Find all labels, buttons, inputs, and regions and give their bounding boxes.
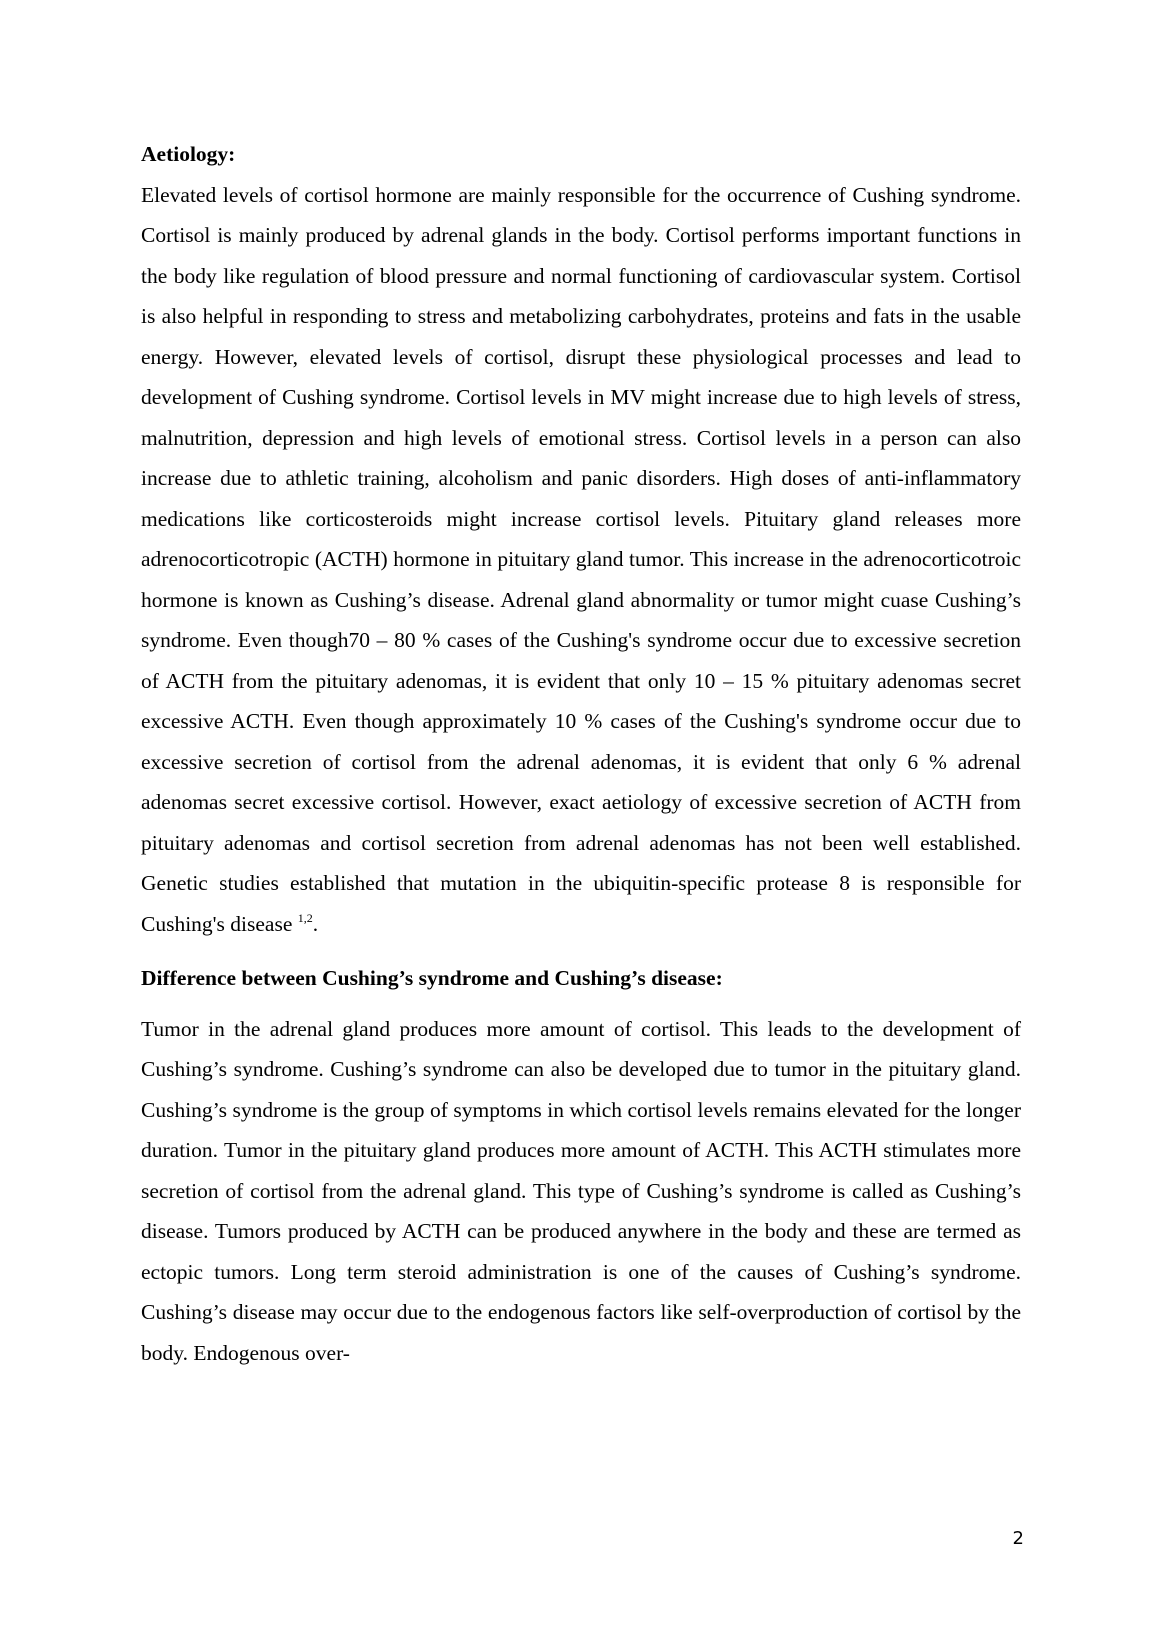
section-spacer bbox=[141, 944, 1021, 958]
difference-paragraph bbox=[141, 1009, 1021, 1374]
heading-spacer bbox=[141, 999, 1021, 1009]
page-content bbox=[141, 134, 1021, 1373]
difference-heading: Difference between Cushing’s syndrome and Cushing’s disease: bbox=[141, 966, 723, 990]
page-number: 2 bbox=[1012, 1528, 1024, 1549]
difference-body-text: Tumor in the adrenal gland produces more amount of cortisol. This leads to the development of Cushing’s syndrome. Cushing’s syndrome can also be developed due to tumor in the pituitary gland. Cushing’s syndrome is the group of symptoms in which cortisol levels remains elevated for the longer duration. Tumor in the pituitary gland produces more amount of ACTH. This ACTH stimulates more secretion of cortisol from the adrenal gland. This type of Cushing’s syndrome is called as Cushing’s disease. Tumors produced by ACTH can be produced anywhere in the body and these are termed as ectopic tumors. Long term steroid administration is one of the causes of Cushing’s syndrome. Cushing’s disease may occur due to the endogenous factors like self-overproduction of cortisol by the body. Endogenous over- bbox=[141, 1016, 1021, 1365]
aetiology-heading: Aetiology: bbox=[141, 142, 236, 166]
aetiology-paragraph bbox=[141, 175, 1021, 945]
citation-superscript: 1,2 bbox=[297, 910, 313, 925]
aetiology-body-text: Elevated levels of cortisol hormone are mainly responsible for the occurrence of Cushing syndrome. Cortisol is mainly produced by adrenal glands in the body. Cortisol performs important functions in the body like regulation of blood pressure and normal functioning of cardiovascular system. Cortisol is also helpful in responding to stress and metabolizing carbohydrates, proteins and fats in the usable energy. However, elevated levels of cortisol, disrupt these physiological processes and lead to development of Cushing syndrome. Cortisol levels in MV might increase due to high levels of stress, malnutrition, depression and high levels of emotional stress. Cortisol levels in a person can also increase due to athletic training, alcoholism and panic disorders. High doses of anti-inflammatory medications like corticosteroids might increase cortisol levels. Pituitary gland releases more adrenocorticotropic (ACTH) hormone in pituitary gland tumor. This increase in the adrenocorticotroic hormone is known as Cushing’s disease. Adrenal gland abnormality or tumor might cuase Cushing’s syndrome. Even though70 – 80 % cases of the Cushing's syndrome occur due to excessive secretion of ACTH from the pituitary adenomas, it is evident that only 10 – 15 % pituitary adenomas secret excessive ACTH. Even though approximately 10 % cases of the Cushing's syndrome occur due to excessive secretion of cortisol from the adrenal adenomas, it is evident that only 6 % adrenal adenomas secret excessive cortisol. However, exact aetiology of excessive secretion of ACTH from pituitary adenomas and cortisol secretion from adrenal adenomas has not been well established. Genetic studies established that mutation in the ubiquitin-specific protease 8 is responsible for Cushing's disease bbox=[141, 182, 1021, 936]
sentence-end-punctuation: . bbox=[312, 911, 319, 936]
